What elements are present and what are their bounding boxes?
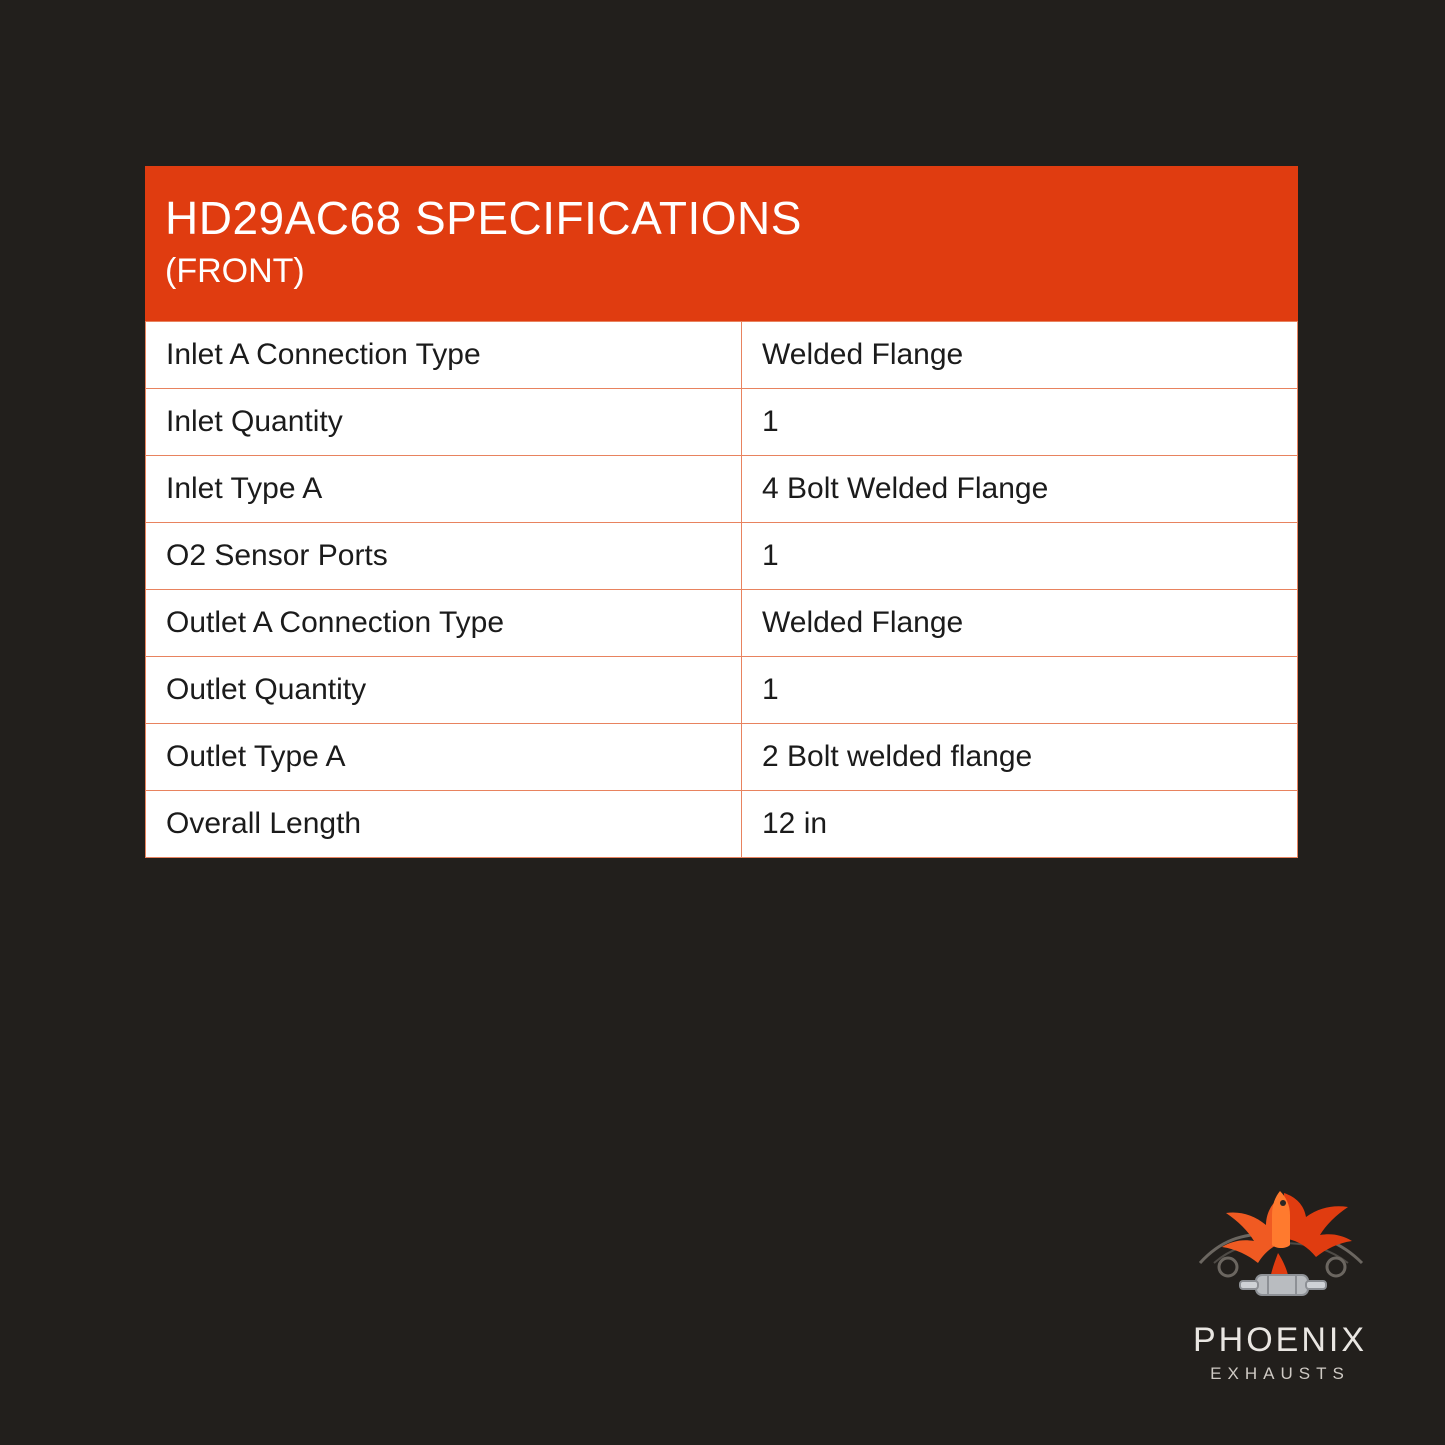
spec-value: 2 Bolt welded flange	[742, 724, 1298, 791]
spec-value: 12 in	[742, 791, 1298, 858]
spec-label: Inlet A Connection Type	[146, 322, 742, 389]
spec-table	[145, 321, 1298, 858]
spec-label: Inlet Quantity	[146, 389, 742, 456]
table-row	[146, 657, 1298, 724]
spec-value: 1	[742, 657, 1298, 724]
table-row	[146, 724, 1298, 791]
brand-logo	[1180, 1175, 1380, 1384]
spec-label: Inlet Type A	[146, 456, 742, 523]
brand-tagline: EXHAUSTS	[1210, 1364, 1350, 1383]
table-row	[146, 456, 1298, 523]
table-row	[146, 791, 1298, 858]
brand-name: PHOENIX	[1192, 1321, 1368, 1359]
spec-header	[145, 166, 1298, 321]
table-row	[146, 322, 1298, 389]
page-title: HD29AC68 SPECIFICATIONS	[165, 192, 802, 244]
spec-label: Overall Length	[146, 791, 742, 858]
spec-label: Outlet Quantity	[146, 657, 742, 724]
spec-value: Welded Flange	[742, 590, 1298, 657]
phoenix-bird-icon	[1180, 1175, 1380, 1315]
spec-label: Outlet Type A	[146, 724, 742, 791]
spec-value: Welded Flange	[742, 322, 1298, 389]
spec-value: 1	[742, 389, 1298, 456]
spec-value: 1	[742, 523, 1298, 590]
table-row	[146, 590, 1298, 657]
specification-card	[145, 166, 1298, 858]
table-row	[146, 389, 1298, 456]
spec-label: Outlet A Connection Type	[146, 590, 742, 657]
table-row	[146, 523, 1298, 590]
page-subtitle: (FRONT)	[165, 251, 305, 290]
spec-label: O2 Sensor Ports	[146, 523, 742, 590]
spec-value: 4 Bolt Welded Flange	[742, 456, 1298, 523]
